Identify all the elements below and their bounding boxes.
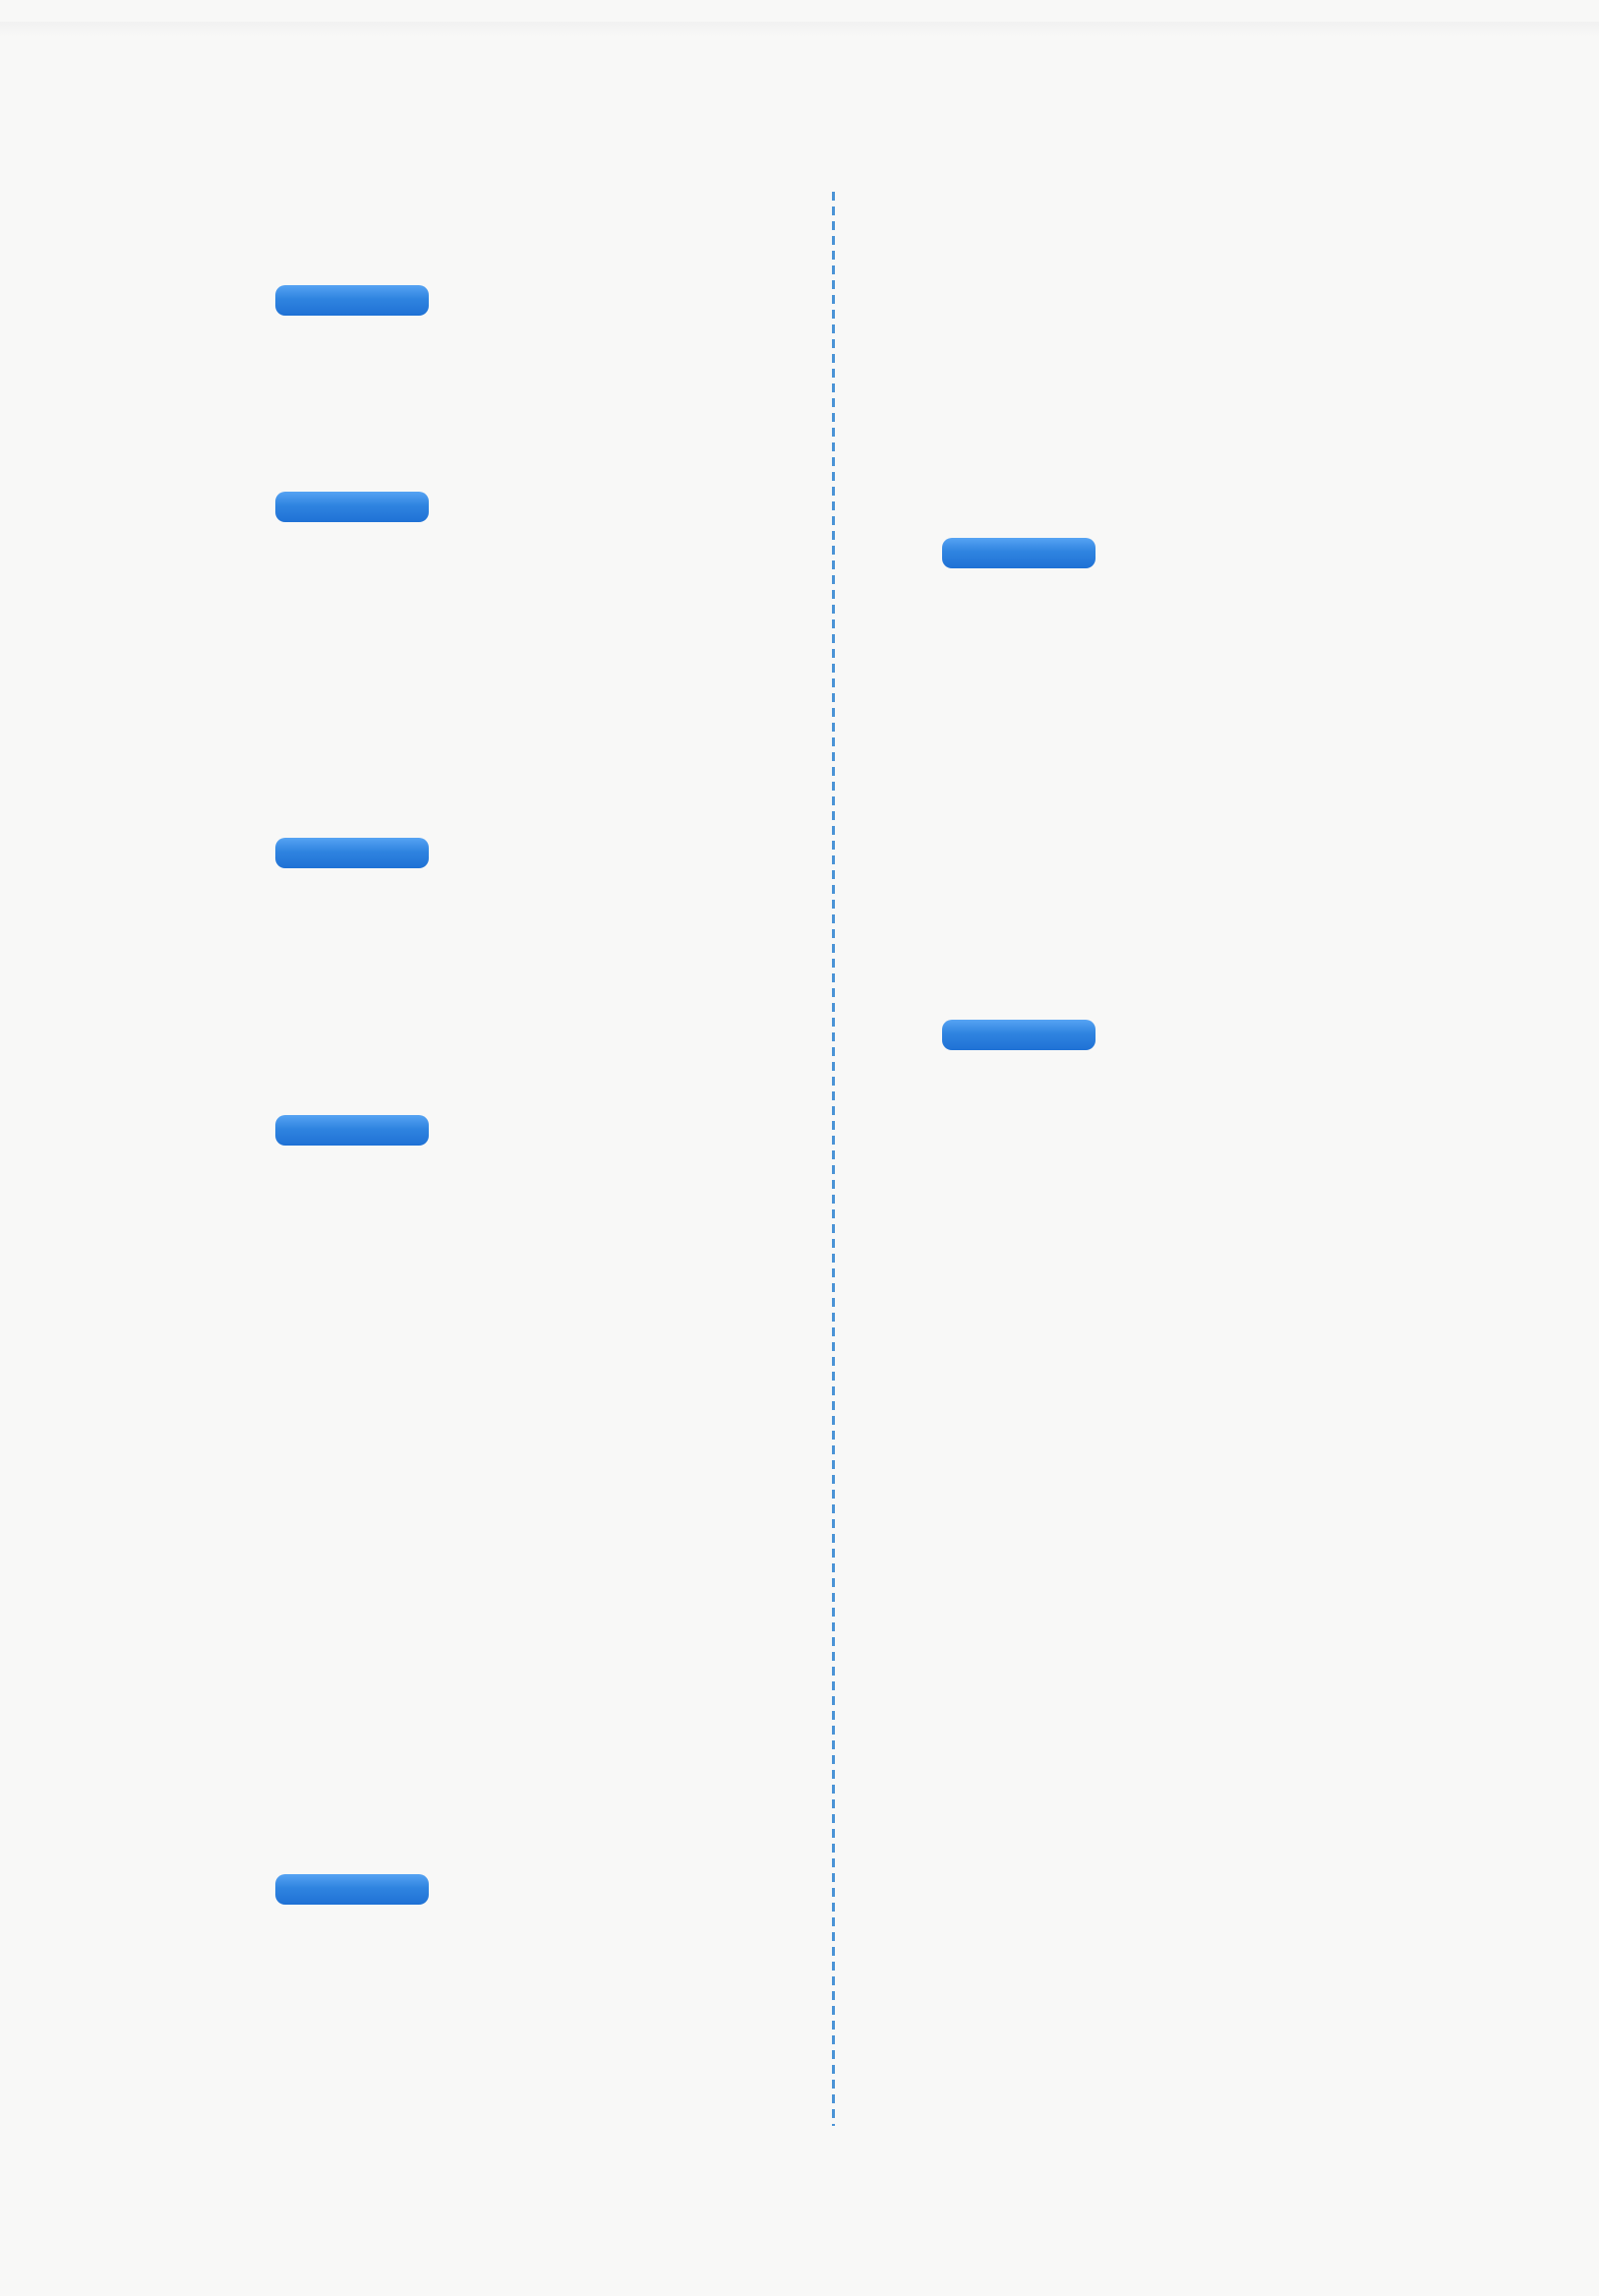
answer-row xyxy=(269,760,311,809)
answer-row xyxy=(269,1383,517,1433)
answer-row xyxy=(269,345,446,394)
tip-badge xyxy=(275,838,429,868)
tip-badge xyxy=(942,538,1096,568)
tip-badge xyxy=(942,1020,1096,1050)
tip-text xyxy=(275,551,818,600)
column-divider xyxy=(832,192,835,2126)
answer-row xyxy=(269,1314,517,1363)
tip-line xyxy=(275,482,818,531)
lesson-title xyxy=(885,757,1481,810)
sub-item-1 xyxy=(269,1521,385,1570)
tip-text xyxy=(275,1173,818,1222)
sub-item-2 xyxy=(940,391,1025,441)
sub-item-2 xyxy=(269,1591,385,1640)
tip-text xyxy=(275,2072,818,2121)
tip-line xyxy=(275,275,818,324)
sub-item-3 xyxy=(269,1659,425,1708)
tip-badge xyxy=(275,492,429,522)
tip-line xyxy=(275,1864,818,1913)
tip-badge xyxy=(275,1874,429,1905)
poem-line xyxy=(979,324,1068,373)
answer-row xyxy=(940,1150,1161,1200)
answer-row xyxy=(269,692,559,741)
level-1-heading xyxy=(885,843,1481,892)
answer-row xyxy=(269,969,491,1018)
tip-line xyxy=(942,1010,1487,1059)
answer-row xyxy=(269,415,358,464)
sub-item-4 xyxy=(269,1729,819,1778)
tip-badge xyxy=(275,285,429,316)
tip-line xyxy=(275,1105,818,1154)
tip-line xyxy=(275,828,818,877)
scan-top-shade xyxy=(0,22,1599,37)
tip-badge xyxy=(275,1115,429,1146)
tip-text xyxy=(275,2002,818,2051)
sub-item-1 xyxy=(940,254,1487,303)
tip-line xyxy=(942,528,1487,577)
answer-row xyxy=(269,1451,517,1501)
item-2-chars xyxy=(269,184,431,233)
tip-text xyxy=(275,1934,818,1983)
answer-row xyxy=(269,1037,402,1087)
unit-title xyxy=(885,669,1481,732)
